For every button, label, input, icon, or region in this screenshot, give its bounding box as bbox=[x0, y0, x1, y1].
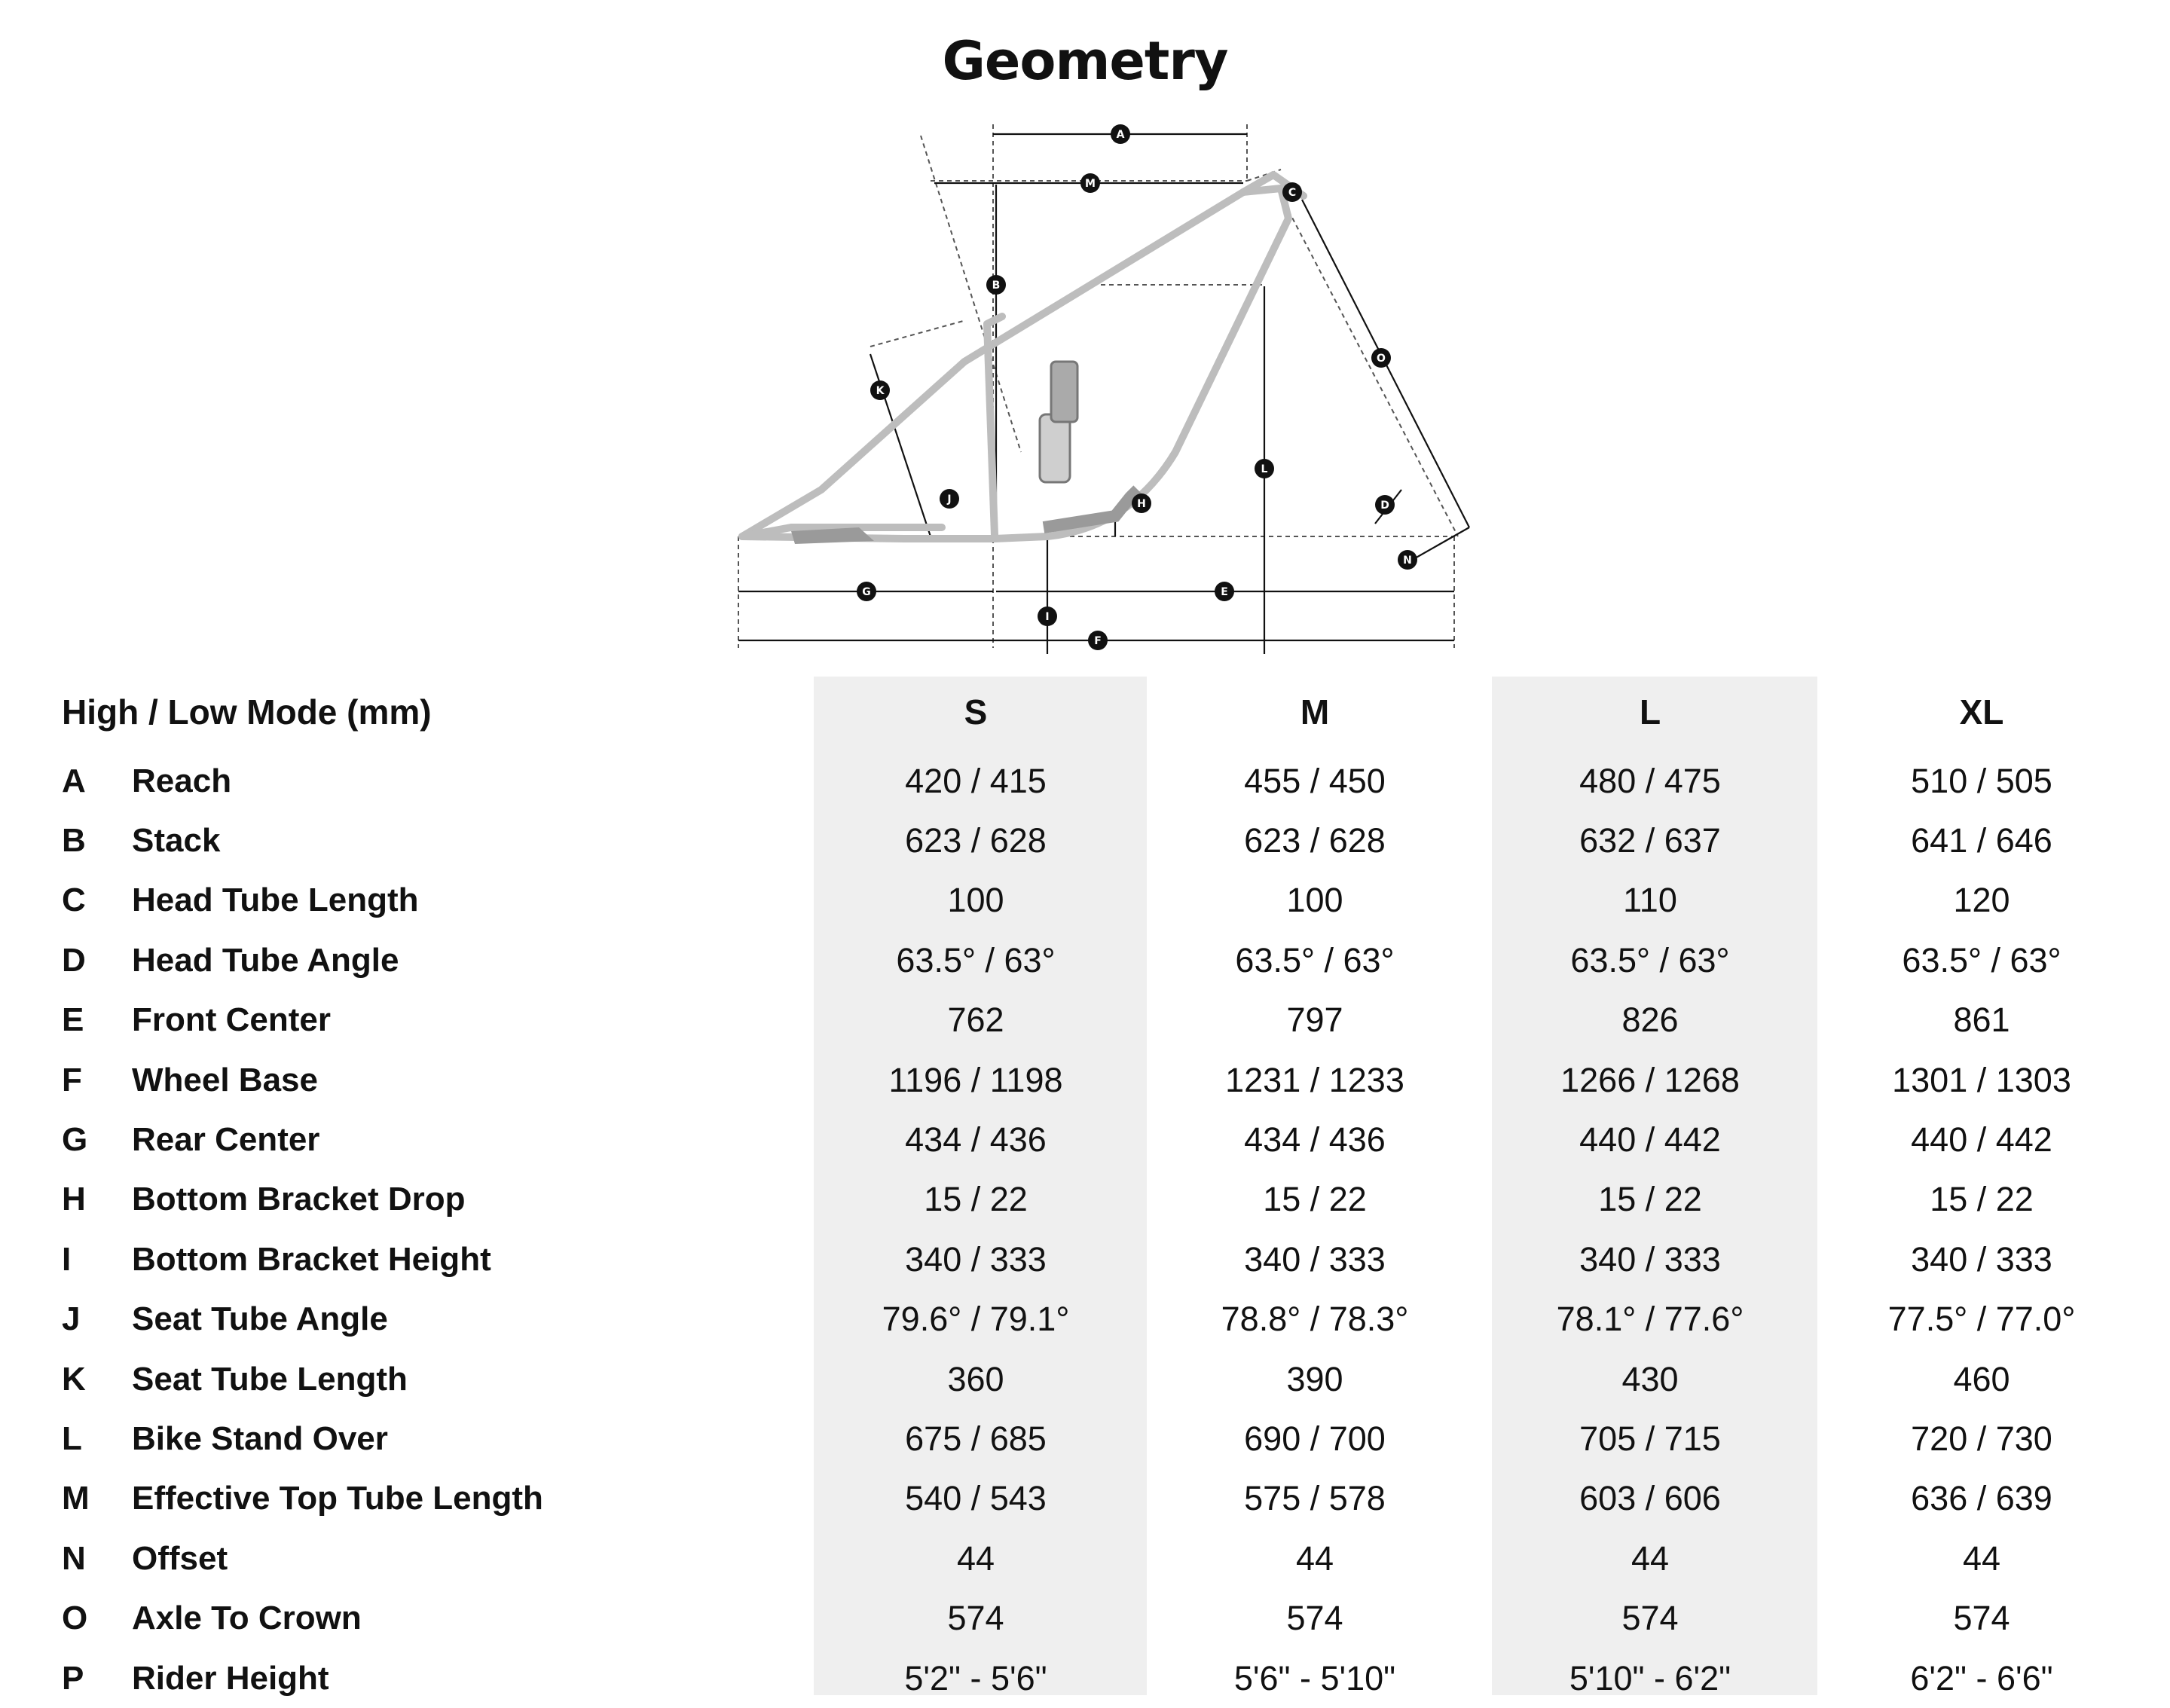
value-cell-s: 100 bbox=[947, 881, 1004, 920]
value-cell-xl: 340 / 333 bbox=[1911, 1239, 2052, 1279]
value-cell-xl: 1301 / 1303 bbox=[1892, 1060, 2071, 1099]
value-cell-xl: 510 / 505 bbox=[1911, 761, 2052, 800]
row-letter: D bbox=[62, 941, 86, 979]
row-letter: O bbox=[62, 1600, 88, 1637]
value-cell-xl: 574 bbox=[1953, 1599, 2010, 1638]
value-cell-m: 690 / 700 bbox=[1244, 1419, 1386, 1458]
row-letter: I bbox=[62, 1240, 72, 1278]
table-header-label: High / Low Mode (mm) bbox=[62, 692, 432, 732]
row-label: Seat Tube Length bbox=[132, 1360, 408, 1398]
table-row bbox=[0, 751, 2170, 811]
table-row bbox=[0, 1409, 2170, 1468]
row-letter: P bbox=[62, 1659, 84, 1697]
row-letter: N bbox=[62, 1539, 86, 1577]
value-cell-m: 574 bbox=[1286, 1599, 1343, 1638]
size-header-xl: XL bbox=[1959, 692, 2004, 732]
table-row bbox=[0, 1290, 2170, 1349]
table-row bbox=[0, 930, 2170, 990]
svg-text:F: F bbox=[1094, 635, 1102, 647]
value-cell-m: 1231 / 1233 bbox=[1225, 1060, 1404, 1099]
row-letter: B bbox=[62, 821, 86, 859]
dimension-marker-g bbox=[857, 582, 876, 601]
size-header-l: L bbox=[1639, 692, 1661, 732]
value-cell-l: 430 bbox=[1621, 1359, 1679, 1398]
value-cell-s: 623 / 628 bbox=[905, 820, 1047, 860]
value-cell-l: 440 / 442 bbox=[1579, 1120, 1721, 1159]
value-cell-s: 360 bbox=[947, 1359, 1004, 1398]
value-cell-xl: 460 bbox=[1953, 1359, 2010, 1398]
value-cell-l: 574 bbox=[1621, 1599, 1679, 1638]
value-cell-xl: 636 / 639 bbox=[1911, 1479, 2052, 1518]
value-cell-xl: 6'2" - 6'6" bbox=[1910, 1658, 2053, 1697]
table-row bbox=[0, 991, 2170, 1050]
row-letter: F bbox=[62, 1061, 82, 1098]
table-row bbox=[0, 871, 2170, 930]
value-cell-xl: 861 bbox=[1953, 1001, 2010, 1040]
row-label: Head Tube Angle bbox=[132, 941, 399, 979]
value-cell-s: 5'2" - 5'6" bbox=[904, 1658, 1047, 1697]
value-cell-m: 575 / 578 bbox=[1244, 1479, 1386, 1518]
row-letter: K bbox=[62, 1360, 86, 1398]
value-cell-m: 340 / 333 bbox=[1244, 1239, 1386, 1279]
table-row bbox=[0, 811, 2170, 870]
value-cell-m: 78.8° / 78.3° bbox=[1221, 1300, 1409, 1339]
value-cell-m: 15 / 22 bbox=[1263, 1180, 1367, 1219]
row-letter: C bbox=[62, 881, 86, 919]
value-cell-m: 44 bbox=[1295, 1538, 1334, 1578]
value-cell-l: 826 bbox=[1621, 1001, 1679, 1040]
row-letter: L bbox=[62, 1419, 82, 1457]
dimension-marker-j bbox=[940, 489, 959, 509]
dimension-marker-i bbox=[1038, 607, 1057, 626]
svg-text:H: H bbox=[1137, 498, 1146, 510]
svg-text:M: M bbox=[1085, 178, 1096, 190]
svg-text:I: I bbox=[1045, 611, 1050, 623]
row-label: Wheel Base bbox=[132, 1061, 318, 1098]
row-label: Rear Center bbox=[132, 1120, 320, 1158]
page-title: Geometry bbox=[942, 30, 1228, 92]
table-row bbox=[0, 1170, 2170, 1230]
dimension-marker-d bbox=[1375, 495, 1395, 515]
row-label: Bottom Bracket Drop bbox=[132, 1181, 466, 1218]
value-cell-m: 455 / 450 bbox=[1244, 761, 1386, 800]
value-cell-m: 63.5° / 63° bbox=[1235, 940, 1395, 979]
value-cell-s: 574 bbox=[947, 1599, 1004, 1638]
value-cell-s: 63.5° / 63° bbox=[896, 940, 1056, 979]
row-label: Front Center bbox=[132, 1001, 331, 1039]
value-cell-l: 480 / 475 bbox=[1579, 761, 1721, 800]
dimension-marker-e bbox=[1215, 582, 1234, 601]
row-label: Head Tube Length bbox=[132, 881, 419, 919]
svg-text:O: O bbox=[1377, 353, 1386, 365]
value-cell-m: 100 bbox=[1286, 881, 1343, 920]
value-cell-l: 1266 / 1268 bbox=[1560, 1060, 1740, 1099]
row-label: Bike Stand Over bbox=[132, 1419, 388, 1457]
table-row bbox=[0, 1529, 2170, 1588]
svg-text:J: J bbox=[947, 493, 952, 506]
table-row bbox=[0, 1050, 2170, 1110]
size-header-m: M bbox=[1300, 692, 1330, 732]
value-cell-s: 340 / 333 bbox=[905, 1239, 1047, 1279]
value-cell-l: 5'10" - 6'2" bbox=[1569, 1658, 1731, 1697]
row-label: Seat Tube Angle bbox=[132, 1300, 388, 1338]
table-row bbox=[0, 1230, 2170, 1289]
svg-text:L: L bbox=[1261, 463, 1268, 475]
value-cell-xl: 120 bbox=[1953, 881, 2010, 920]
value-cell-l: 63.5° / 63° bbox=[1570, 940, 1730, 979]
svg-text:E: E bbox=[1221, 586, 1228, 598]
value-cell-l: 78.1° / 77.6° bbox=[1556, 1300, 1744, 1339]
svg-text:A: A bbox=[1116, 129, 1125, 141]
dimension-marker-b bbox=[986, 275, 1006, 295]
value-cell-s: 1196 / 1198 bbox=[888, 1060, 1063, 1099]
svg-text:C: C bbox=[1288, 187, 1297, 199]
value-cell-s: 540 / 543 bbox=[905, 1479, 1047, 1518]
value-cell-l: 340 / 333 bbox=[1579, 1239, 1721, 1279]
table-row bbox=[0, 1648, 2170, 1708]
row-label: Effective Top Tube Length bbox=[132, 1480, 543, 1517]
row-letter: H bbox=[62, 1181, 86, 1218]
value-cell-xl: 77.5° / 77.0° bbox=[1887, 1300, 2076, 1339]
dimension-marker-k bbox=[870, 380, 890, 400]
dimension-marker-h bbox=[1132, 493, 1151, 513]
table-row bbox=[0, 1469, 2170, 1529]
dimension-marker-c bbox=[1282, 182, 1302, 202]
value-cell-s: 675 / 685 bbox=[905, 1419, 1047, 1458]
bike-geometry-diagram bbox=[0, 0, 2170, 663]
dimension-marker-m bbox=[1080, 173, 1100, 193]
svg-text:K: K bbox=[876, 385, 885, 397]
table-row bbox=[0, 1589, 2170, 1648]
value-cell-l: 705 / 715 bbox=[1579, 1419, 1721, 1458]
table-row bbox=[0, 1349, 2170, 1409]
row-label: Reach bbox=[132, 762, 232, 799]
value-cell-m: 623 / 628 bbox=[1244, 820, 1386, 860]
value-cell-m: 797 bbox=[1286, 1001, 1343, 1040]
value-cell-s: 15 / 22 bbox=[924, 1180, 1028, 1219]
svg-text:N: N bbox=[1403, 555, 1412, 567]
value-cell-s: 420 / 415 bbox=[905, 761, 1047, 800]
value-cell-xl: 63.5° / 63° bbox=[1902, 940, 2062, 979]
row-letter: A bbox=[62, 762, 86, 799]
row-letter: M bbox=[62, 1480, 90, 1517]
table-row bbox=[0, 1110, 2170, 1169]
size-header-s: S bbox=[964, 692, 988, 732]
row-label: Offset bbox=[132, 1539, 228, 1577]
value-cell-xl: 440 / 442 bbox=[1911, 1120, 2052, 1159]
row-label: Stack bbox=[132, 821, 221, 859]
value-cell-m: 5'6" - 5'10" bbox=[1233, 1658, 1396, 1697]
value-cell-l: 110 bbox=[1623, 881, 1677, 920]
value-cell-xl: 720 / 730 bbox=[1911, 1419, 2052, 1458]
row-letter: J bbox=[62, 1300, 81, 1338]
value-cell-xl: 15 / 22 bbox=[1930, 1180, 2034, 1219]
dimension-marker-o bbox=[1371, 348, 1391, 368]
row-label: Rider Height bbox=[132, 1659, 329, 1697]
value-cell-s: 44 bbox=[956, 1538, 995, 1578]
svg-text:G: G bbox=[862, 586, 871, 598]
row-letter: E bbox=[62, 1001, 84, 1039]
row-letter: G bbox=[62, 1120, 88, 1158]
value-cell-s: 762 bbox=[947, 1001, 1004, 1040]
value-cell-l: 632 / 637 bbox=[1579, 820, 1721, 860]
value-cell-s: 79.6° / 79.1° bbox=[882, 1300, 1070, 1339]
row-label: Bottom Bracket Height bbox=[132, 1240, 491, 1278]
dimension-marker-l bbox=[1255, 459, 1274, 478]
svg-text:D: D bbox=[1380, 500, 1389, 512]
value-cell-m: 434 / 436 bbox=[1244, 1120, 1386, 1159]
value-cell-l: 15 / 22 bbox=[1598, 1180, 1702, 1219]
dimension-marker-n bbox=[1398, 550, 1417, 570]
value-cell-m: 390 bbox=[1286, 1359, 1343, 1398]
svg-text:B: B bbox=[992, 280, 1001, 292]
value-cell-l: 44 bbox=[1631, 1538, 1670, 1578]
value-cell-s: 434 / 436 bbox=[905, 1120, 1047, 1159]
dimension-marker-f bbox=[1088, 631, 1108, 650]
value-cell-xl: 641 / 646 bbox=[1911, 820, 2052, 860]
value-cell-l: 603 / 606 bbox=[1579, 1479, 1721, 1518]
value-cell-xl: 44 bbox=[1962, 1538, 2001, 1578]
row-label: Axle To Crown bbox=[132, 1600, 362, 1637]
dimension-marker-a bbox=[1111, 124, 1130, 144]
